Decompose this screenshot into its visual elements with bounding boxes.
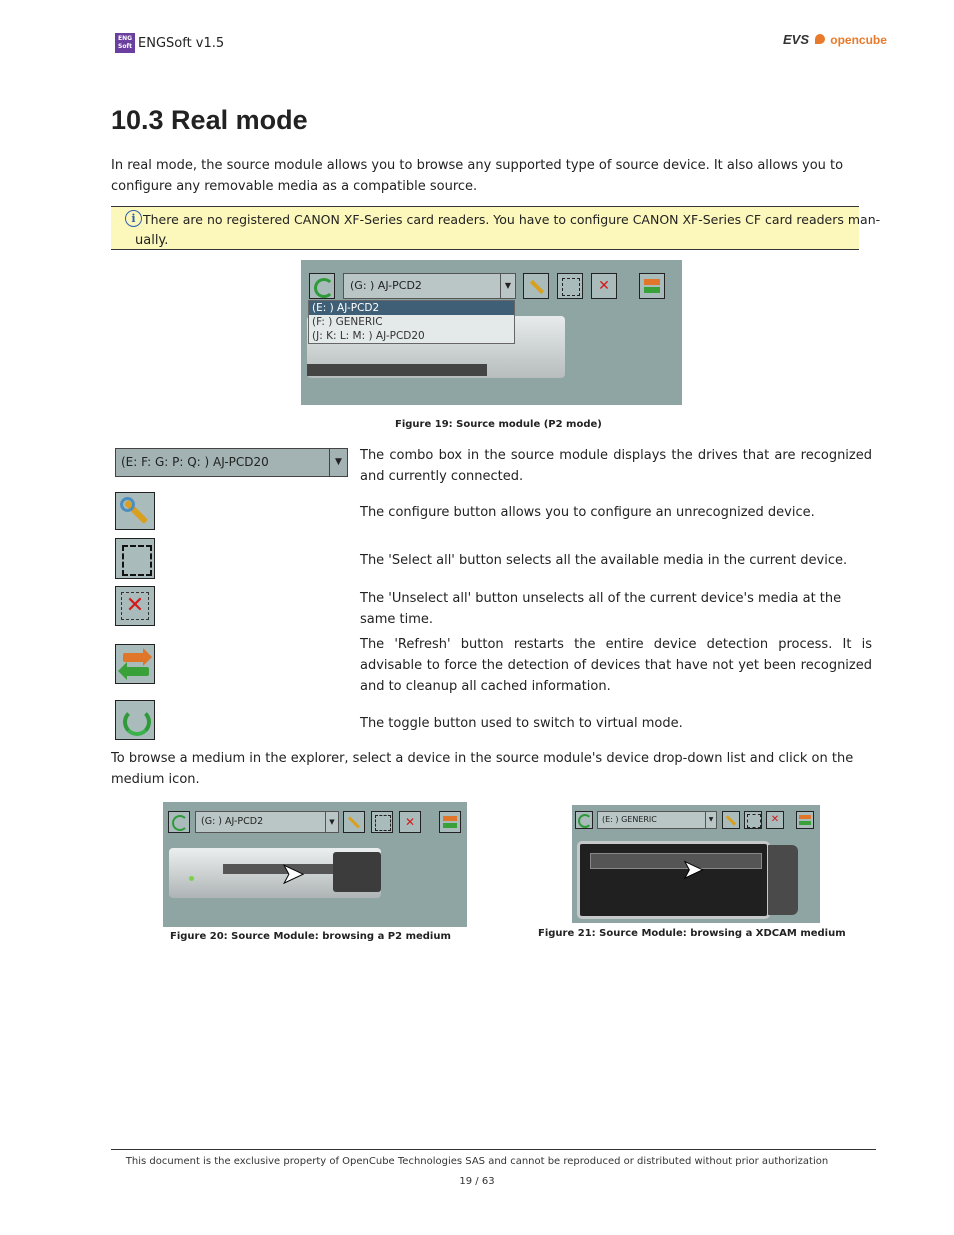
device-combo[interactable] [597, 811, 717, 829]
toggle-button[interactable] [309, 273, 335, 299]
logo-text-bottom: Soft [118, 43, 132, 50]
device-combo[interactable] [343, 273, 516, 299]
chevron-down-icon: ▼ [329, 449, 347, 476]
device-dropdown-list [308, 300, 515, 344]
dropdown-option[interactable]: (F: ) GENERIC [312, 316, 383, 328]
toggle-icon [578, 814, 592, 828]
note-line-2: ually. [135, 233, 169, 248]
refresh-icon [644, 279, 660, 285]
select-all-button[interactable] [557, 273, 583, 299]
refresh-button[interactable] [796, 811, 814, 829]
note-box [111, 206, 881, 250]
app-title: ENGSoft v1.5 [138, 36, 225, 51]
engsoft-logo [115, 33, 135, 53]
figure-21-screenshot [572, 805, 820, 923]
figure-20-caption: Figure 20: Source Module: browsing a P2 medium [170, 931, 451, 942]
refresh-button[interactable] [439, 811, 461, 833]
toggle-icon [314, 278, 334, 298]
select-all-icon [562, 278, 580, 296]
feature-select-all-button[interactable] [115, 538, 155, 579]
evs-logo: EVS [783, 32, 810, 47]
device-combo-value: (G: ) AJ-PCD2 [350, 279, 422, 292]
chevron-down-icon: ▼ [705, 812, 716, 828]
device-combo-value: (G: ) AJ-PCD2 [201, 816, 264, 827]
refresh-icon [799, 815, 811, 819]
opencube-logo: opencube [830, 33, 887, 47]
device-slot [307, 364, 487, 376]
feature-refresh-button[interactable] [115, 644, 155, 684]
dropdown-option[interactable]: (J: K: L: M: ) AJ-PCD20 [312, 330, 425, 342]
configure-button[interactable] [343, 811, 365, 833]
feature-combo-value: (E: F: G: P: Q: ) AJ-PCD20 [121, 455, 269, 469]
unselect-all-button[interactable] [766, 811, 784, 829]
xdcam-side-panel [768, 845, 798, 915]
device-combo-value: (E: ) GENERIC [602, 815, 657, 824]
dropdown-option[interactable]: (E: ) AJ-PCD2 [309, 301, 514, 315]
header [0, 0, 954, 60]
refresh-icon-lower [443, 823, 457, 828]
unselect-all-icon: ✕ [598, 278, 610, 294]
wrench-head-icon [120, 497, 135, 512]
select-all-button[interactable] [744, 811, 762, 829]
toggle-icon [123, 708, 151, 736]
feature-text-refresh: The 'Refresh' button restarts the entire device detection process. It is advisable to force the detection of devices that have not yet been recognized and to cleanup all cached information. [360, 637, 872, 694]
chevron-down-icon: ▼ [500, 274, 515, 298]
info-icon: i [125, 210, 142, 227]
refresh-arrow-right [143, 648, 152, 666]
note-line-1: There are no registered CANON XF-Series card readers. You have to configure CANON XF-Series CF card readers man- [143, 212, 881, 227]
toggle-button[interactable] [168, 811, 190, 833]
feature-text-toggle: The toggle button used to switch to virtual mode. [360, 716, 683, 731]
wrench-icon [726, 815, 737, 826]
feature-text-combo: The combo box in the source module displays the drives that are recognized and currently connected. [360, 448, 872, 484]
feature-toggle-button[interactable] [115, 700, 155, 740]
figure-19-screenshot [301, 260, 682, 405]
figure-20-screenshot [163, 802, 467, 927]
unselect-all-button[interactable] [399, 811, 421, 833]
brand-logo [783, 32, 887, 52]
wrench-icon [530, 280, 544, 294]
toggle-button[interactable] [575, 811, 593, 829]
unselect-all-button[interactable] [591, 273, 617, 299]
refresh-arrow-left [118, 662, 127, 680]
refresh-icon-lower [799, 821, 811, 825]
feature-text-unselect-all: The 'Unselect all' button unselects all of the current device's media at the same time. [360, 591, 842, 627]
select-all-icon [375, 815, 391, 831]
browse-paragraph: To browse a medium in the explorer, select a device in the source module's device drop-down list and click on the medium icon. [111, 751, 854, 787]
feature-configure-button[interactable] [115, 492, 155, 530]
figure-21-caption: Figure 21: Source Module: browsing a XDCAM medium [538, 928, 846, 939]
configure-button[interactable] [722, 811, 740, 829]
unselect-all-icon: ✕ [125, 593, 145, 618]
feature-text-configure: The configure button allows you to configure an unrecognized device. [360, 505, 815, 520]
logo-text-top: ENG [117, 35, 133, 42]
feature-combo-box[interactable] [115, 448, 348, 477]
refresh-icon [443, 816, 457, 821]
wrench-icon [348, 816, 360, 828]
device-combo[interactable] [195, 811, 339, 833]
chevron-down-icon: ▼ [325, 812, 338, 832]
opencube-flame-icon [815, 34, 825, 44]
mouse-pointer-icon: ➤ [682, 855, 704, 885]
unselect-all-icon: ✕ [770, 814, 780, 825]
feature-unselect-all-button[interactable] [115, 586, 155, 626]
select-all-icon [122, 545, 152, 576]
page-number: 19 / 63 [459, 1176, 495, 1187]
refresh-icon-lower [644, 287, 660, 293]
footer-divider [111, 1149, 876, 1150]
xdcam-disc-slot [590, 853, 762, 869]
refresh-button[interactable] [639, 273, 665, 299]
feature-text-select-all: The 'Select all' button selects all the available media in the current device. [360, 553, 848, 568]
toggle-icon [172, 815, 188, 831]
p2-side-block [333, 852, 381, 892]
unselect-all-icon: ✕ [404, 815, 416, 829]
select-all-icon [747, 814, 761, 828]
mouse-pointer-icon: ➤ [281, 857, 305, 890]
section-heading: 10.3 Real mode [111, 105, 308, 135]
configure-button[interactable] [523, 273, 549, 299]
footer-notice: This document is the exclusive property of OpenCube Technologies SAS and cannot be reproduced or distributed without prior authorization [125, 1156, 829, 1167]
select-all-button[interactable] [371, 811, 393, 833]
p2-led [189, 876, 194, 881]
figure-19-caption: Figure 19: Source module (P2 mode) [395, 419, 602, 430]
refresh-icon-lower [125, 667, 149, 676]
intro-paragraph: In real mode, the source module allows you to browse any supported type of source device. It also allows you to configure any removable media as a compatible source. [111, 158, 844, 194]
